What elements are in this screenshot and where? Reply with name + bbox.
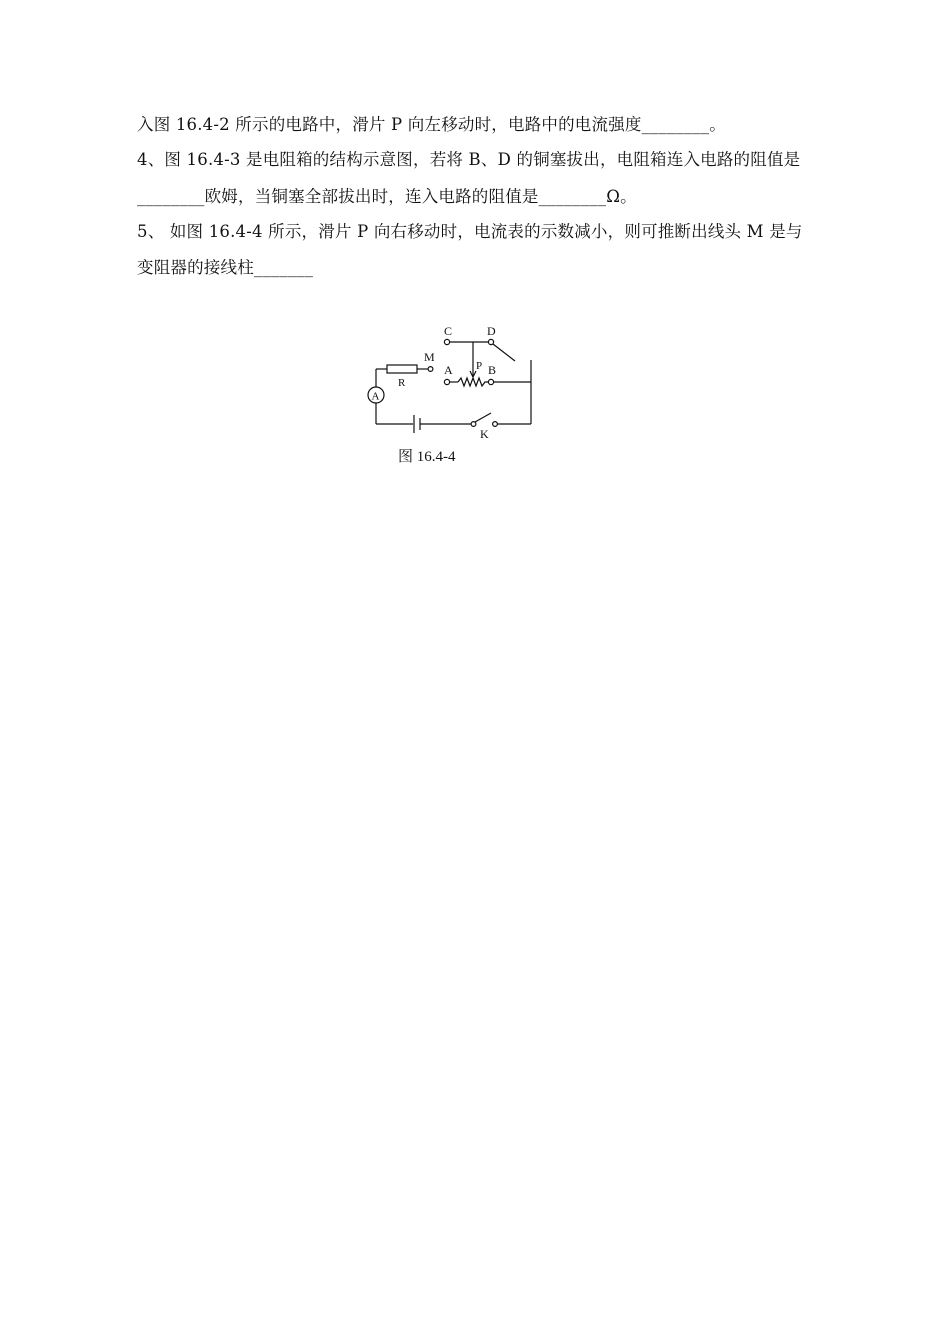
switch-k-right	[493, 422, 498, 427]
label-k: K	[480, 427, 489, 441]
label-b: B	[488, 363, 497, 377]
figure-caption: 图 16.4-4	[398, 449, 456, 465]
rheostat-coil	[458, 378, 488, 386]
question-3-continuation: 入图 16.4-2 所示的电路中，滑片 P 向左移动时，电路中的电流强度________。	[137, 115, 726, 134]
question-5-line-1: 5、 如图 16.4-4 所示，滑片 P 向右移动时，电流表的示数减小，则可推断出线头 M 是与	[137, 222, 803, 241]
terminal-c	[444, 339, 449, 344]
label-c: C	[444, 324, 453, 338]
label-p: P	[476, 360, 483, 372]
terminal-b	[488, 379, 493, 384]
terminal-d	[488, 339, 493, 344]
label-m: M	[424, 350, 435, 364]
resistor-r	[387, 365, 417, 373]
question-4-line-1: 4、图 16.4-3 是电阻箱的结构示意图，若将 B、D 的铜塞拔出，电阻箱连入电路的阻值是	[137, 150, 801, 169]
label-d: D	[487, 324, 496, 338]
switch-k-lever	[475, 413, 491, 422]
label-r: R	[398, 377, 406, 389]
terminal-m	[428, 367, 433, 372]
terminal-a	[444, 379, 449, 384]
switch-k-left	[471, 422, 476, 427]
label-a: A	[444, 363, 453, 377]
question-4-line-2: ________欧姆，当铜塞全部拔出时，连入电路的阻值是________Ω。	[137, 187, 637, 206]
label-ammeter: A	[371, 390, 380, 403]
question-5-line-2: 变阻器的接线柱_______	[137, 258, 314, 277]
